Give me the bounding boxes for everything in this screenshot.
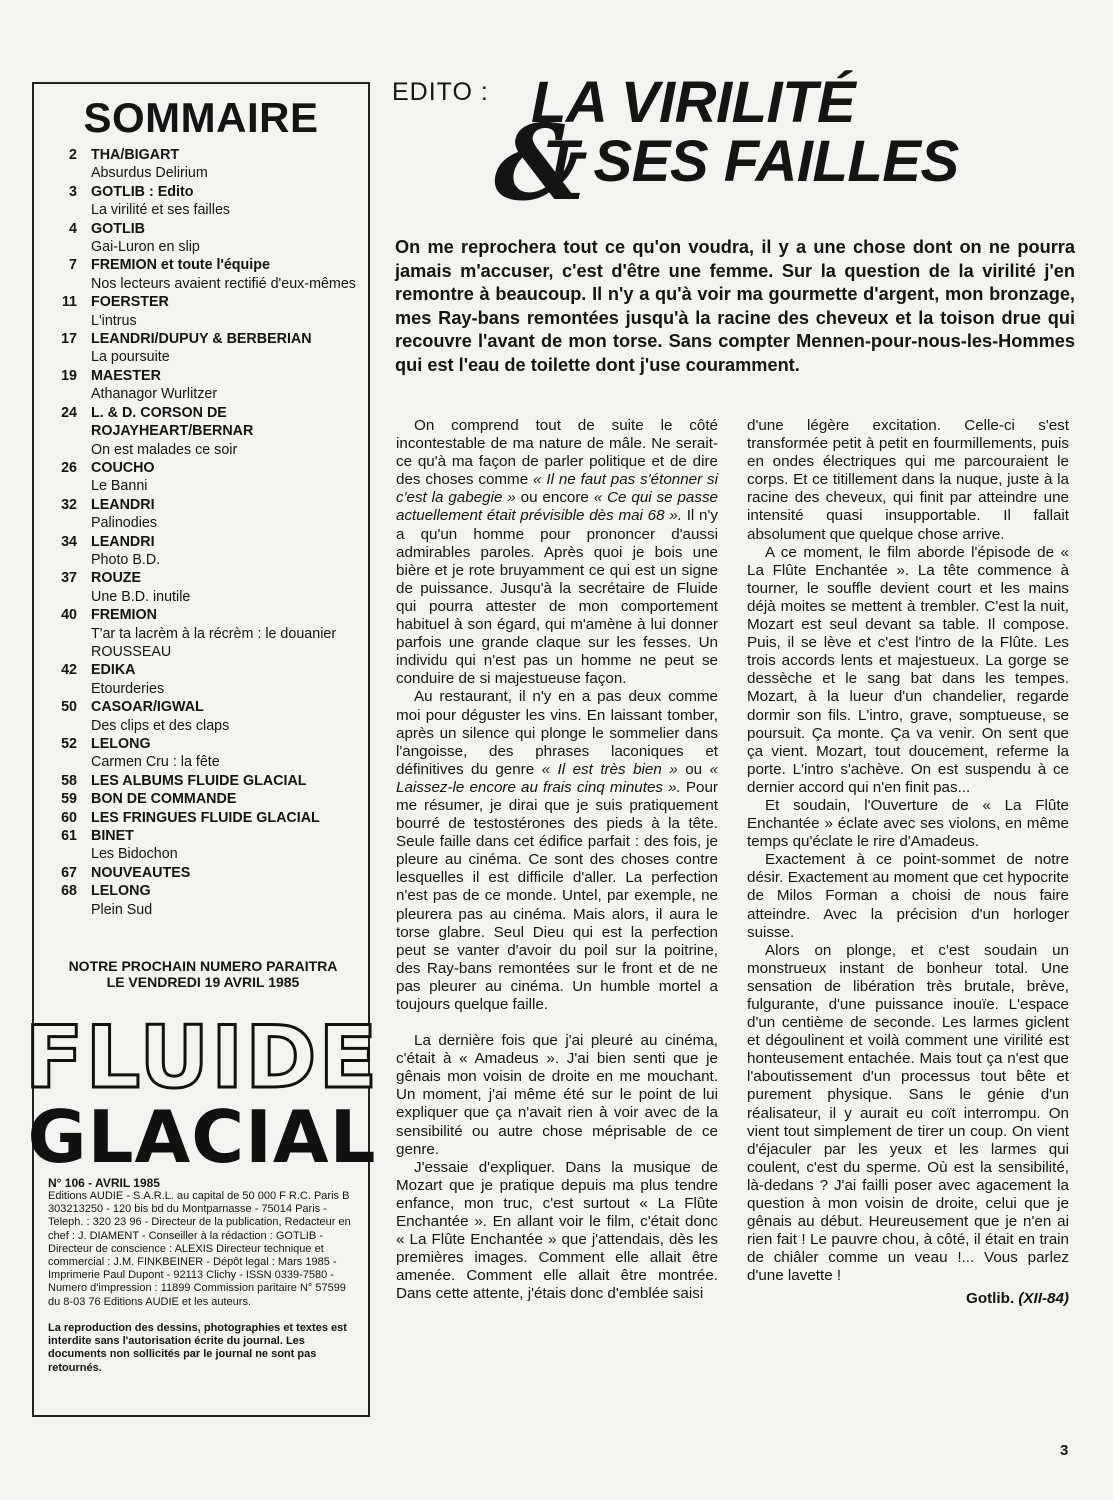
toc-page-number: 7 — [69, 257, 77, 274]
credits-text: Editions AUDIE - S.A.R.L. au capital de 50 000 F R.C. Paris B 303213250 - 120 bis bd du Montparnasse - 75014 Paris - Teleph. : 320 23 96 - Directeur de la publication, Redacteur en chef : J. DIAMENT - Conseiller à la rédaction : GOTLIB - Directeur de conscience : ALEXIS Directeur technique et commercial : J.M. FINKBEINER - Dépôt legal : Mars 1985 - Imprimerie Paul Dupont - 92113 Clichy - ISSN 0339-7580 - Numero d'impression : 11899 Commission paritaire N° 57599 du 8-03 76 Editions AUDIE et les auteurs. — [48, 1190, 351, 1308]
toc-item — [44, 330, 364, 367]
toc-subtitle: Carmen Cru : la fête — [91, 754, 220, 771]
toc-title: FOERSTER — [91, 294, 169, 311]
toc-item — [44, 698, 364, 735]
toc-item — [44, 569, 364, 606]
toc-page-number: 50 — [61, 699, 77, 716]
toc-item — [44, 882, 364, 919]
toc-item — [44, 790, 364, 808]
toc-page-number: 26 — [61, 459, 77, 476]
toc-subtitle: Palinodies — [91, 515, 157, 532]
toc-title: MAESTER — [91, 367, 161, 384]
toc-title: BON DE COMMANDE — [91, 791, 237, 808]
toc-page-number: 34 — [61, 533, 77, 550]
toc-item — [44, 256, 364, 293]
toc-subtitle: Absurdus Delirium — [91, 165, 208, 182]
toc-item — [44, 661, 364, 698]
toc-subtitle: T'ar ta lacrèm à la récrèm : le douanier ROUSSEAU — [91, 625, 337, 660]
toc-subtitle: Plein Sud — [91, 901, 153, 918]
toc-subtitle: Nos lecteurs avaient rectifié d'eux-mêmes — [91, 275, 356, 292]
paragraph: On comprend tout de suite le côté incontestable de ma nature de mâle. Ne serait-ce qu'à ma façon de parler politique et de dire des choses comme « Il ne faut pas s'étonner si c'est la gabegie » ou encore « Ce qui se passe actuellement était prévisible dès mai 68 ». Il n'y a qu'un homme pour prononcer d'aussi admirables paroles. Après quoi je bois une bière et je rote bruyamment ce qui est un signe de puissance. Jusqu'à la secrétaire de Fluide qui pourra attester de mon comportement habituel à son égard, qui m'amène à lui donner parfois une grande claque sur les fesses. Un individu qui n'est pas un homme ne peut se conduire de si majestueuse façon. — [396, 417, 718, 688]
toc-title: LELONG — [91, 883, 151, 900]
table-of-contents — [44, 146, 364, 919]
toc-page-number: 2 — [69, 147, 77, 163]
signature: Gotlib. (XII-84) — [966, 1289, 1069, 1307]
toc-subtitle: Athanagor Wurlitzer — [91, 386, 218, 403]
sommaire-title: SOMMAIRE — [83, 94, 319, 141]
toc-title: LEANDRI — [91, 533, 155, 550]
toc-item — [44, 606, 364, 661]
toc-title: THA/BIGART — [91, 147, 180, 163]
toc-title: LES ALBUMS FLUIDE GLACIAL — [91, 772, 307, 789]
toc-item — [44, 809, 364, 827]
toc-subtitle: L'intrus — [91, 312, 137, 329]
toc-item — [44, 827, 364, 864]
toc-item — [44, 772, 364, 790]
next-issue-notice — [44, 959, 362, 990]
toc-title: CASOAR/IGWAL — [91, 699, 204, 716]
toc-page-number: 24 — [61, 404, 77, 421]
paragraph: Et soudain, l'Ouverture de « La Flûte Enchantée » éclate avec ses violons, en même temps qu'éclate le rire d'Amadeus. — [747, 796, 1069, 851]
toc-item — [44, 146, 364, 183]
toc-page-number: 59 — [61, 791, 77, 808]
toc-title: FREMION — [91, 607, 157, 624]
headline-ampersand: & — [494, 101, 588, 224]
toc-item — [44, 864, 364, 882]
toc-page-number: 17 — [61, 331, 77, 348]
toc-page-number: 58 — [61, 772, 77, 789]
toc-title: GOTLIB : Edito — [91, 183, 194, 200]
toc-page-number: 3 — [69, 183, 77, 200]
toc-subtitle: Le Banni — [91, 478, 148, 495]
toc-page-number: 68 — [61, 883, 77, 900]
edito-label: EDITO : — [392, 78, 489, 106]
toc-subtitle: Etourderies — [91, 680, 165, 697]
paragraph: A ce moment, le film aborde l'épisode de « La Flûte Enchantée ». La tête commence à tourner, le souffle devient court et les mains déjà moites se mettent à trembler. C'est la nuit, Mozart est seul devant sa table. Il compose. Puis, il se lève et c'est l'intro de la Flûte. Les trois accords lents et majestueux. La gorge se dessèche et le sang bat dans les tempes. Mozart, à la lueur d'un chandelier, regarde dormir son fils. L'intro, grave, somptueuse, se poursuit. Ça monte. Ça va venir. On sent que ça vient. Mozart, tout doucement, referme la porte. L'intro s'achève. On est suspendu à ce dernier accord qui n'en finit pas... — [747, 543, 1069, 796]
article-column-1 — [396, 417, 718, 1304]
paragraph: Au restaurant, il n'y en a pas deux comme moi pour déguster les vins. En laissant tomber, après un silence qui plonge le sommelier dans l'angoisse, des phrases laconiques et définitives du genre « Il est très bien » ou « Laissez-le encore au frais cinq minutes ». Pour me résumer, je dirai que je suis pratiquement bourré de testostérones des pieds à la tête. Seule faille dans cet édifice parfait : des fois, je pleure au cinéma. Ce sont des choses contre lesquelles il est difficile d'aller. La perfection n'est pas de ce monde. Untel, par exemple, ne pleurera pas au cinéma. Mais alors, il aura le torse glabre. Seul Dieu qui est la perfection peut se vanter d'avoir du poil sur la poitrine, des Ray-bans remontées sur le front et de ne pas pleurer au cinéma. Un humble mortel a toujours quelque faille. — [396, 688, 718, 1013]
toc-page-number: 42 — [61, 662, 77, 679]
toc-item — [44, 293, 364, 330]
toc-subtitle: On est malades ce soir — [91, 441, 238, 458]
toc-subtitle: Les Bidochon — [91, 846, 178, 863]
toc-title: LEANDRI — [91, 496, 155, 513]
toc-page-number: 61 — [61, 828, 77, 845]
paragraph: La dernière fois que j'ai pleuré au cinéma, c'était à « Amadeus ». J'ai bien senti que je gênais mon voisin de droite en me mouchant. Un moment, j'ai même été sur le point de lui expliquer que ça n'avait rien à voir avec de la sensibilité ou autre chose méprisable de ce genre. — [396, 1032, 718, 1158]
paragraph: d'une légère excitation. Celle-ci s'est transformée petit à petit en fourmillements, puis en ondes électriques qui me parcouraient le corps. Et ce titillement dans la nuque, juste à la racine des cheveux, qui finit par atteindre une intensité quasi insupportable. Il fallait absolument que quelque chose arrive. — [747, 417, 1069, 543]
page-number: 3 — [1060, 1442, 1069, 1459]
toc-item — [44, 735, 364, 772]
toc-subtitle: Des clips et des claps — [91, 717, 230, 734]
toc-item — [44, 367, 364, 404]
toc-item — [44, 533, 364, 570]
logo-line2: GLACIAL — [27, 1095, 377, 1179]
toc-title: L. & D. CORSON DE ROJAYHEART/BERNAR — [91, 404, 254, 440]
issue-number: N° 106 - AVRIL 1985 — [48, 1176, 160, 1190]
toc-title: COUCHO — [91, 459, 155, 476]
next-issue-line2: LE VENDREDI 19 AVRIL 1985 — [106, 973, 300, 990]
toc-title: ROUZE — [91, 570, 142, 587]
toc-page-number: 60 — [61, 809, 77, 826]
toc-title: NOUVEAUTES — [91, 864, 191, 881]
logo-line1: FLUIDE — [24, 1008, 380, 1108]
intro-paragraph: On me reprochera tout ce qu'on voudra, il y a une chose dont on ne pourra jamais m'accuser, c'est d'être une femme. Sur la question de la virilité j'en remontre à beaucoup. Il n'y a qu'à voir ma gourmette d'argent, mon bronzage, mes Ray-bans remontées jusqu'à la racine des cheveux et la toison drue qui recouvre l'avant de mon torse. Sans compter Mennen-pour-nous-les-Hommes qui est l'eau de toilette dont j'use couramment. — [395, 237, 1075, 375]
toc-title: BINET — [91, 828, 134, 845]
toc-subtitle: Photo B.D. — [91, 551, 161, 568]
toc-page-number: 4 — [69, 220, 77, 237]
paragraph: Alors on plonge, et c'est soudain un monstrueux instant de bonheur total. Une sensation de libération très brutale, brève, fulgurante, d'une puissance inouïe. L'espace d'un centième de seconde. Les larmes giclent et dégoulinent et voilà comment une virilité est honteusement entachée. Mais tout ça n'est que l'aboutissement d'un processus tout bête et purement physique. Sans le génie d'un réalisateur, il y aurait eu coït interrompu. On vient tout simplement de tirer un coup. On vient d'éjaculer par les yeux et les larmes qui coulent, c'est du sperme. Où est la sensibilité, là-dedans ? J'ai failli poser avec agacement la question à mon voisin de droite, celui que je gênais au début. Heureusement que je n'en ai rien fait ! Le pauvre chou, à côté, il était en train de chiâler comme un veau !... Vous parlez d'une lavette ! — [747, 941, 1069, 1285]
paragraph: J'essaie d'expliquer. Dans la musique de Mozart que je pratique depuis ma plus tendre enfance, mon truc, c'est surtout « La Flûte Enchantée ». En allant voir le film, c'était donc « La Flûte Enchantée » que j'attendais, dès les premières images. Comment elle allait être amenée. Comment elle allait être montrée. Dans cette attente, j'étais donc d'emblée saisi — [396, 1158, 718, 1303]
toc-subtitle: Une B.D. inutile — [91, 588, 191, 605]
toc-page-number: 52 — [61, 736, 77, 752]
paragraph: Exactement à ce point-sommet de notre désir. Exactement au moment que cet hypocrite de Milos Forman a choisi de nous faire atteindre. Avec la précision d'un horloger suisse. — [747, 851, 1069, 941]
headline-line1: LA VIRILITÉ — [531, 70, 856, 135]
toc-item — [44, 496, 364, 533]
toc-item — [44, 459, 364, 496]
toc-item — [44, 404, 364, 459]
toc-item — [44, 220, 364, 257]
sommaire-box — [24, 82, 380, 1417]
toc-title: LELONG — [91, 736, 151, 752]
headline-line2: T SES FAILLES — [543, 129, 959, 194]
reproduction-notice: La reproduction des dessins, photographies et textes est interdite sans l'autorisation écrite du journal. Les documents non sollicités par le journal ne sont pas retournés. — [48, 1322, 347, 1374]
toc-page-number: 11 — [61, 294, 77, 311]
toc-subtitle: La poursuite — [91, 349, 170, 366]
toc-subtitle: Gai-Luron en slip — [91, 239, 200, 256]
article-column-2 — [747, 417, 1069, 1308]
toc-title: GOTLIB — [91, 220, 146, 237]
fluide-glacial-logo — [24, 1008, 380, 1179]
toc-page-number: 32 — [61, 496, 77, 513]
toc-page-number: 19 — [61, 367, 77, 384]
toc-title: EDIKA — [91, 662, 136, 679]
headline — [531, 70, 959, 194]
toc-item — [44, 183, 364, 220]
toc-subtitle: La virilité et ses failles — [91, 202, 231, 219]
toc-page-number: 40 — [61, 607, 77, 624]
toc-title: LEANDRI/DUPUY & BERBERIAN — [91, 331, 312, 348]
toc-title: LES FRINGUES FLUIDE GLACIAL — [91, 809, 320, 826]
next-issue-line1: NOTRE PROCHAIN NUMERO PARAITRA — [68, 958, 338, 974]
toc-page-number: 37 — [61, 570, 77, 587]
toc-page-number: 67 — [61, 864, 77, 881]
toc-title: FREMION et toute l'équipe — [91, 257, 270, 274]
